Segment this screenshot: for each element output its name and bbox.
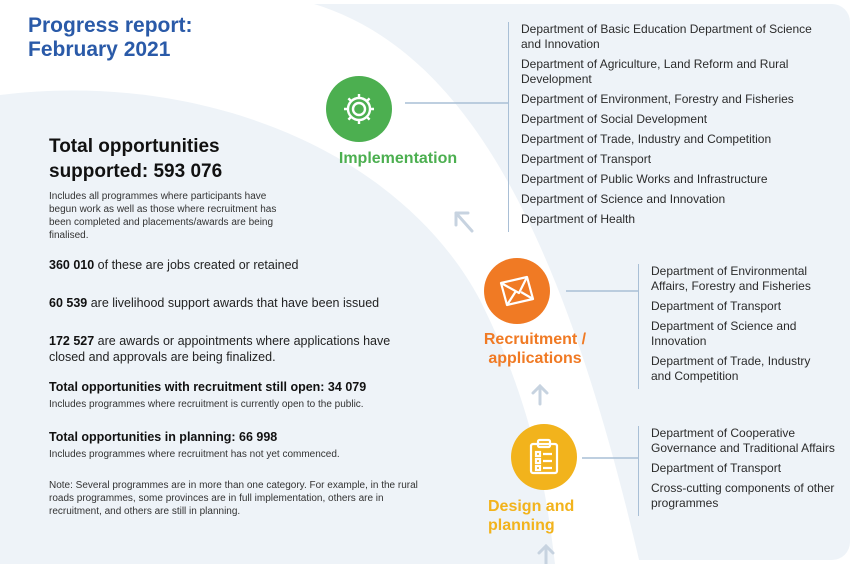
- clipboard-icon: [527, 438, 561, 476]
- recruitment-label-line-1: Recruitment /: [483, 331, 587, 348]
- planning-label: [488, 497, 608, 535]
- implementation-label: Implementation: [338, 150, 458, 167]
- footnote: Note: Several programmes are in more than one category. For example, in the rural roads programmes, some provinces are in full implementation, others are in recruitment, and others are still in planning.: [49, 480, 418, 517]
- planning-label-line-1: Design and: [488, 498, 575, 515]
- open-note: Includes programmes where recruitment is currently open to the public.: [49, 399, 364, 410]
- gear-icon: [340, 90, 378, 128]
- department-item: Department of Trade, Industry and Competition: [521, 132, 772, 146]
- recruitment-departments: [638, 264, 831, 389]
- department-item: Department of Basic Education Department of Science and Innovation: [521, 22, 812, 51]
- department-item: Department of Transport: [651, 461, 782, 475]
- page-title: [28, 14, 193, 62]
- planning-departments: [638, 426, 836, 516]
- department-item: Department of Science and Innovation: [651, 319, 797, 348]
- summary-note: Includes all programmes where participants have begun work as well as those where recruitment has been completed and placements/awards are being finalised.: [49, 191, 277, 241]
- summary-heading-line-2: supported: 593 076: [49, 161, 223, 182]
- implementation-badge: [326, 76, 392, 142]
- stat-awards-text: are awards or appointments where applications have closed and approvals are being finalized.: [49, 334, 391, 364]
- department-item: Department of Agriculture, Land Reform and Rural Development: [521, 57, 789, 86]
- implementation-departments: [508, 22, 821, 232]
- department-item: Department of Public Works and Infrastructure: [521, 172, 768, 186]
- recruitment-label: [466, 330, 604, 368]
- title-line-2: February 2021: [28, 38, 171, 61]
- stat-livelihood: [49, 295, 434, 311]
- department-item: Cross-cutting components of other programmes: [651, 481, 835, 510]
- department-item: Department of Transport: [651, 299, 782, 313]
- department-item: Department of Trade, Industry and Competition: [651, 354, 811, 383]
- envelope-icon: [497, 273, 537, 309]
- summary-heading-line-1: Total opportunities: [49, 136, 220, 157]
- recruitment-badge: [484, 258, 550, 324]
- department-item: Department of Social Development: [521, 112, 708, 126]
- open-heading: Total opportunities with recruitment still open: 34 079: [49, 380, 367, 394]
- department-item: Department of Health: [521, 212, 636, 226]
- planning-badge: [511, 424, 577, 490]
- stat-awards-value: 172 527: [49, 334, 95, 348]
- planning-note: Includes programmes where recruitment has not yet commenced.: [49, 449, 340, 460]
- stat-livelihood-text: are livelihood support awards that have been issued: [90, 296, 380, 310]
- department-item: Department of Environmental Affairs, Forestry and Fisheries: [651, 264, 811, 293]
- stat-jobs-text: of these are jobs created or retained: [97, 258, 299, 272]
- department-item: Department of Cooperative Governance and Traditional Affairs: [651, 426, 835, 455]
- stat-jobs: [49, 257, 434, 273]
- stat-jobs-value: 360 010: [49, 258, 95, 272]
- title-line-1: Progress report:: [28, 14, 193, 37]
- planning-label-line-2: planning: [488, 517, 555, 534]
- summary-block: [49, 134, 434, 518]
- stat-awards: [49, 333, 424, 365]
- planning-heading: Total opportunities in planning: 66 998: [49, 430, 278, 444]
- department-item: Department of Environment, Forestry and Fisheries: [521, 92, 794, 106]
- recruitment-label-line-2: applications: [488, 350, 582, 367]
- stat-livelihood-value: 60 539: [49, 296, 88, 310]
- department-item: Department of Science and Innovation: [521, 192, 726, 206]
- department-item: Department of Transport: [521, 152, 652, 166]
